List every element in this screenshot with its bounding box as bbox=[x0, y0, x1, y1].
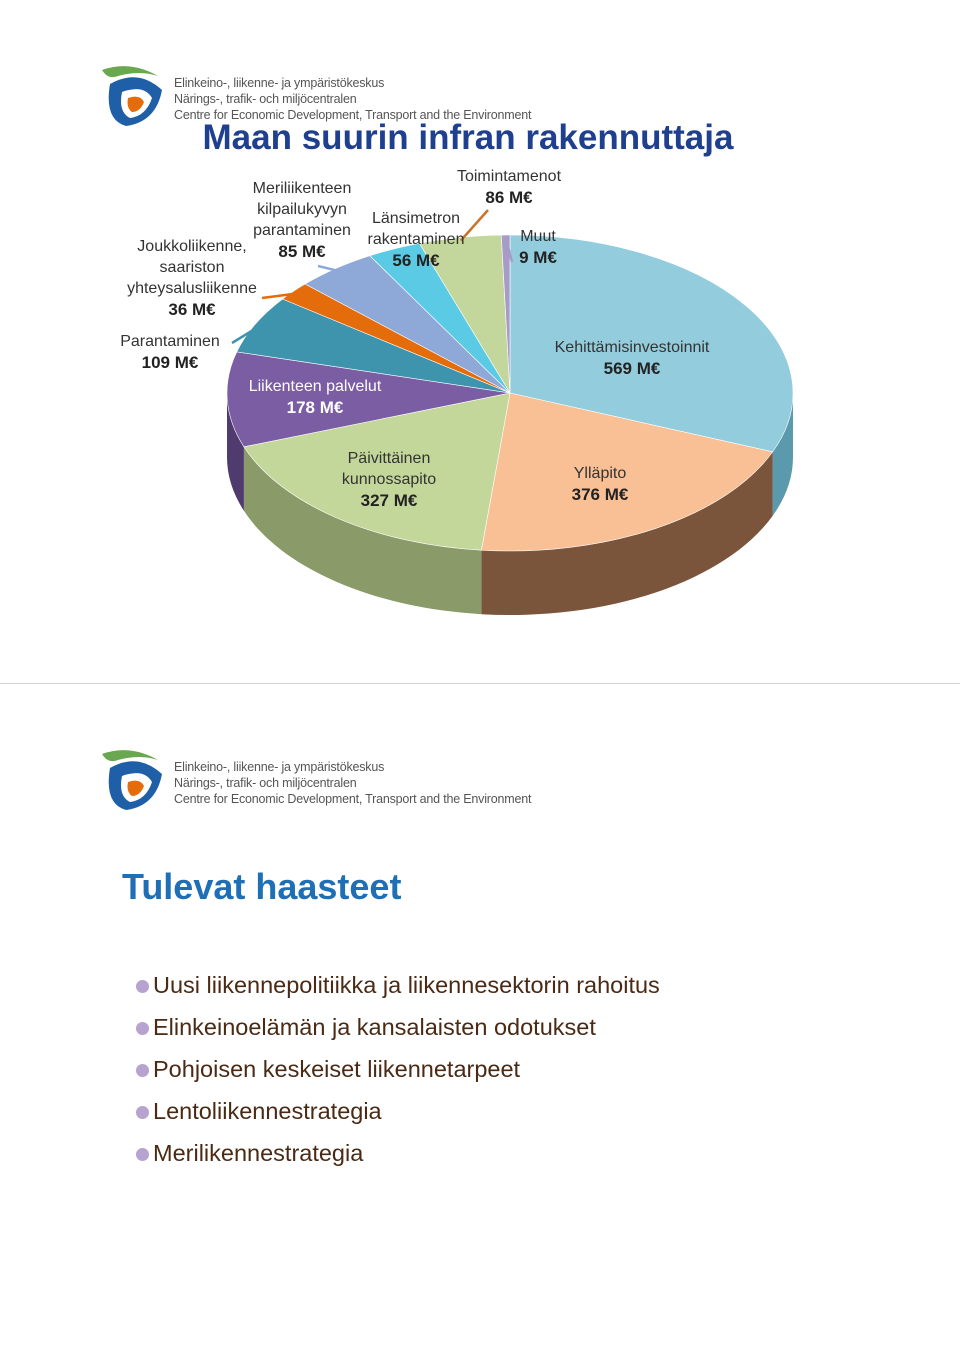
pie-label-paivittainen bbox=[342, 448, 436, 511]
pie-label-text: kunnossapito bbox=[341, 471, 437, 488]
pie-label-text: parantaminen bbox=[253, 222, 351, 239]
bullet-dot-icon bbox=[136, 1148, 149, 1161]
org-name-fi: Elinkeino-, liikenne- ja ympäristökeskus bbox=[174, 760, 385, 774]
pie-label-text: yhteysalusliikenne bbox=[127, 280, 257, 297]
pie-label-meri bbox=[253, 178, 352, 262]
pie-label-text: Meriliikenteen bbox=[252, 180, 352, 197]
bullet-dot-icon bbox=[136, 1064, 149, 1077]
pie-label-text: kilpailukyvyn bbox=[257, 201, 347, 218]
bullet-dot-icon bbox=[136, 1106, 149, 1119]
list-item: Lentoliikennestrategia bbox=[136, 1096, 660, 1138]
pie-value-label: 327 M€ bbox=[360, 491, 418, 510]
bullet-dot-icon bbox=[136, 980, 149, 993]
pie-value-label: 178 M€ bbox=[286, 398, 344, 417]
pie-value-label: 109 M€ bbox=[141, 353, 199, 372]
pie-value-label: 569 M€ bbox=[603, 359, 661, 378]
pie-label-joukko bbox=[127, 236, 257, 320]
list-item: Merilikennestrategia bbox=[136, 1138, 660, 1180]
slide-1 bbox=[0, 0, 960, 683]
pie-value-label: 9 M€ bbox=[519, 248, 557, 267]
pie-value-label: 85 M€ bbox=[278, 242, 326, 261]
pie-label-kehitys bbox=[555, 337, 710, 379]
challenge-list bbox=[136, 970, 660, 1180]
slide-2-title: Tulevat haasteet bbox=[122, 866, 402, 907]
pie-value-label: 36 M€ bbox=[168, 300, 216, 319]
pie-value-label: 376 M€ bbox=[571, 485, 629, 504]
bullet-dot-icon bbox=[136, 1022, 149, 1035]
pie-label-parantaminen bbox=[120, 331, 220, 373]
pie-label-text: Toimintamenot bbox=[456, 168, 562, 185]
org-name-en: Centre for Economic Development, Transport and the Environment bbox=[174, 792, 532, 806]
pie-label-text: Päivittäinen bbox=[347, 450, 431, 467]
pie-label-metro bbox=[368, 208, 465, 271]
pie-label-text: rakentaminen bbox=[367, 231, 465, 248]
list-item: Elinkeinoelämän ja kansalaisten odotukset bbox=[136, 1012, 660, 1054]
pie-label-text: saariston bbox=[159, 259, 225, 276]
pie-label-text: Kehittämisinvestoinnit bbox=[554, 339, 710, 356]
pie-label-text: Länsimetron bbox=[371, 210, 461, 227]
org-name-fi: Elinkeino-, liikenne- ja ympäristökeskus bbox=[174, 76, 385, 90]
org-name-sv: Närings-, trafik- och miljöcentralen bbox=[174, 776, 357, 790]
org-name-sv: Närings-, trafik- och miljöcentralen bbox=[174, 92, 357, 106]
pie-label-yllapito bbox=[572, 463, 629, 505]
pie-label-text: Ylläpito bbox=[573, 465, 627, 482]
pie-label-text: Liikenteen palvelut bbox=[248, 378, 382, 395]
pie-value-label: 56 M€ bbox=[392, 251, 440, 270]
pie-label-text: Parantaminen bbox=[120, 333, 220, 350]
slide-2 bbox=[0, 684, 960, 1367]
org-name-en: Centre for Economic Development, Transport and the Environment bbox=[174, 108, 532, 122]
pie-label-text: Muut bbox=[520, 228, 556, 245]
pie-value-label: 86 M€ bbox=[485, 188, 533, 207]
pie-label-palvelut bbox=[249, 376, 382, 418]
ely-logo-icon bbox=[100, 746, 166, 812]
pie-label-muut bbox=[519, 226, 557, 268]
pie-label-text: Joukkoliikenne, bbox=[137, 238, 247, 255]
ely-logo bbox=[100, 746, 540, 816]
list-item: Uusi liikennepolitiikka ja liikennesektorin rahoitus bbox=[136, 970, 660, 1012]
slide-1-title: Maan suurin infran rakennuttaja bbox=[202, 118, 734, 157]
list-item: Pohjoisen keskeiset liikennetarpeet bbox=[136, 1054, 660, 1096]
pie-label-toiminta bbox=[457, 166, 561, 208]
